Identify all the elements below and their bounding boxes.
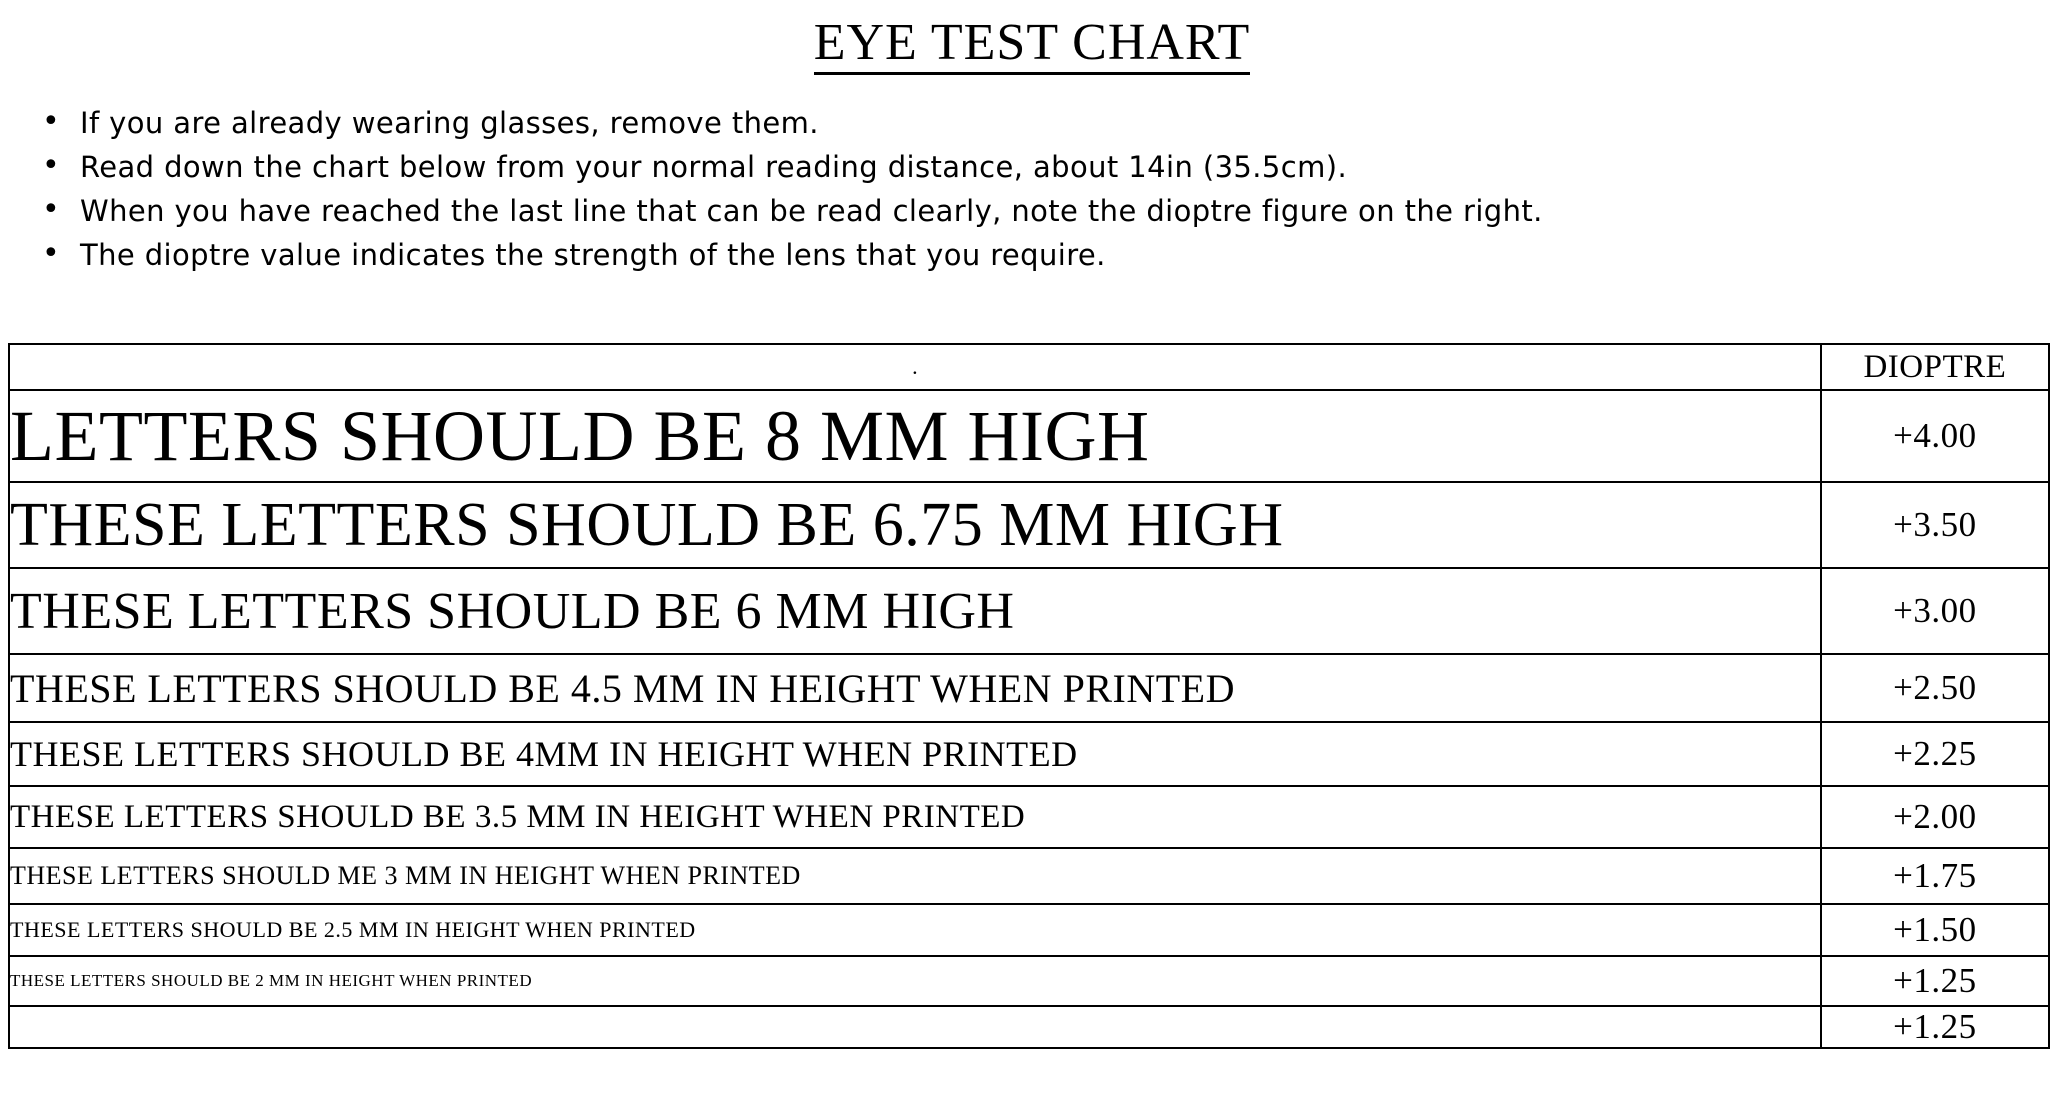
chart-line-text: THESE LETTERS SHOULD BE 4.5 MM IN HEIGHT WHEN PRINTED bbox=[9, 654, 1821, 722]
chart-line-dioptre: +2.25 bbox=[1821, 722, 2049, 786]
table-row bbox=[9, 390, 2049, 482]
chart-line-text: LETTERS SHOULD BE 8 MM HIGH bbox=[9, 390, 1821, 482]
chart-line-dioptre-last: +1.25 bbox=[1821, 1006, 2049, 1048]
table-row bbox=[9, 568, 2049, 654]
chart-line-text: THESE LETTERS SHOULD BE 3.5 MM IN HEIGHT WHEN PRINTED bbox=[9, 786, 1821, 848]
table-row bbox=[9, 848, 2049, 904]
chart-line-dioptre: +2.00 bbox=[1821, 786, 2049, 848]
chart-line-dioptre: +2.50 bbox=[1821, 654, 2049, 722]
table-row bbox=[9, 786, 2049, 848]
chart-line-text: THESE LETTERS SHOULD BE 6 MM HIGH bbox=[9, 568, 1821, 654]
chart-line-dioptre: +3.50 bbox=[1821, 482, 2049, 568]
table-header-row bbox=[9, 344, 2049, 390]
chart-line-dioptre: +1.75 bbox=[1821, 848, 2049, 904]
page-title: EYE TEST CHART bbox=[814, 16, 1251, 75]
chart-line-text: THESE LETTERS SHOULD BE 2 MM IN HEIGHT WHEN PRINTED bbox=[9, 956, 1821, 1006]
chart-line-dioptre: +4.00 bbox=[1821, 390, 2049, 482]
list-item: • Read down the chart below from your normal reading distance, about 14in (35.5cm). bbox=[28, 145, 2064, 189]
list-item: • The dioptre value indicates the strength of the lens that you require. bbox=[28, 233, 2064, 277]
chart-line-text: THESE LETTERS SHOULD ME 3 MM IN HEIGHT WHEN PRINTED bbox=[9, 848, 1821, 904]
instruction-list bbox=[0, 101, 2064, 277]
empty-cell bbox=[9, 1006, 1821, 1048]
table-row bbox=[9, 482, 2049, 568]
title-container bbox=[0, 0, 2064, 75]
chart-line-text: THESE LETTERS SHOULD BE 2.5 MM IN HEIGHT WHEN PRINTED bbox=[9, 904, 1821, 956]
eye-chart-table bbox=[8, 343, 2050, 1049]
column-header-dioptre: DIOPTRE bbox=[1821, 344, 2049, 390]
chart-line-dioptre: +1.25 bbox=[1821, 956, 2049, 1006]
table-row bbox=[9, 956, 2049, 1006]
chart-line-dioptre: +1.50 bbox=[1821, 904, 2049, 956]
list-item: • When you have reached the last line that can be read clearly, note the dioptre figure on the right. bbox=[28, 189, 2064, 233]
table-row bbox=[9, 722, 2049, 786]
chart-line-dioptre: +3.00 bbox=[1821, 568, 2049, 654]
table-row bbox=[9, 904, 2049, 956]
chart-line-text: THESE LETTERS SHOULD BE 4MM IN HEIGHT WHEN PRINTED bbox=[9, 722, 1821, 786]
table-row bbox=[9, 654, 2049, 722]
list-item: • If you are already wearing glasses, remove them. bbox=[28, 101, 2064, 145]
chart-line-text: THESE LETTERS SHOULD BE 6.75 MM HIGH bbox=[9, 482, 1821, 568]
table-footer-row bbox=[9, 1006, 2049, 1048]
column-header-line: . bbox=[9, 344, 1821, 390]
